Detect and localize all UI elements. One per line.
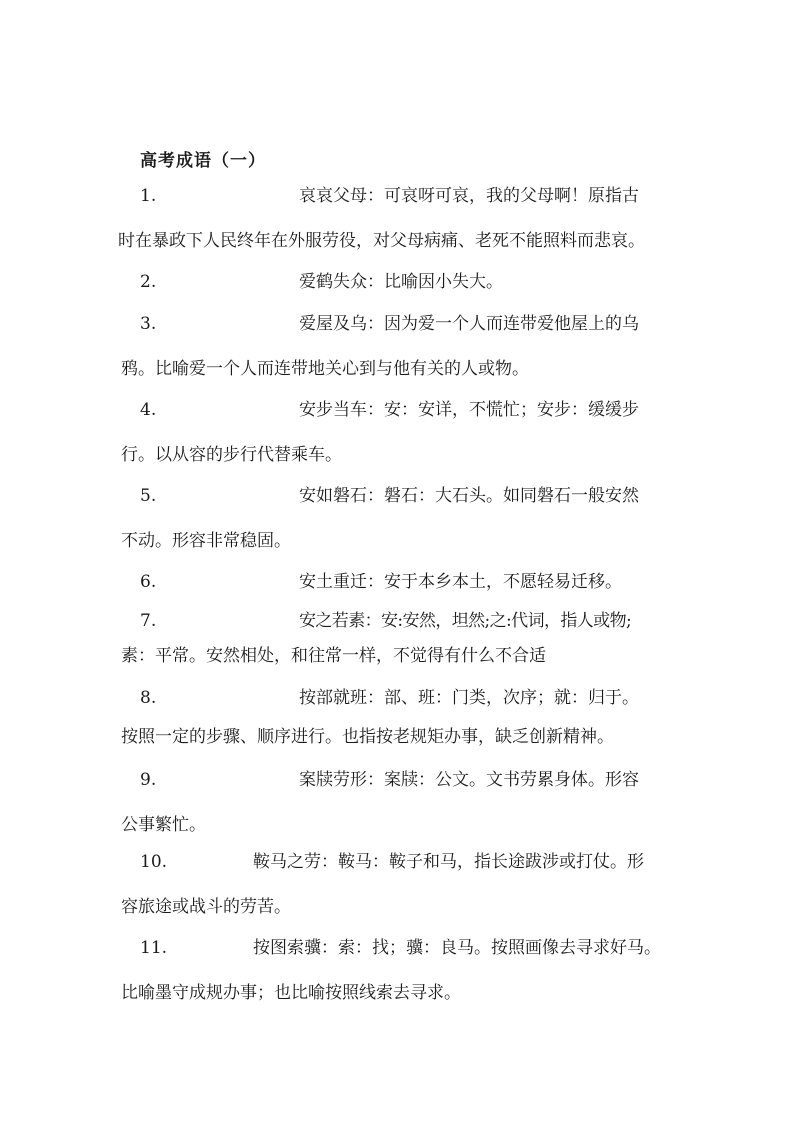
- idiom-entry-11: [121, 926, 681, 1016]
- entry-number: 11.: [140, 938, 168, 958]
- document-title: 高考成语（一）: [140, 151, 266, 171]
- entry-number: 4.: [140, 400, 157, 420]
- idiom-entry-7: [121, 599, 681, 679]
- entry-text-line1: 安土重迁：安于本乡本土，不愿轻易迁移。: [299, 572, 622, 592]
- idiom-entry-10: [121, 840, 681, 930]
- entry-text-line2: 容旅途或战斗的劳苦。: [121, 897, 291, 917]
- entry-text-line2: 比喻墨守成规办事；也比喻按照线索去寻求。: [121, 983, 461, 1003]
- idiom-entry-4: [121, 388, 681, 478]
- entry-number: 9.: [140, 770, 157, 790]
- entry-text-line1: 安如磐石：磐石：大石头。如同磐石一般安然: [299, 486, 639, 506]
- idiom-entry-1: [118, 174, 681, 264]
- entry-text-line2: 公事繁忙。: [121, 815, 206, 835]
- entry-text-line2: 不动。形容非常稳固。: [121, 531, 291, 551]
- idiom-entry-3: [121, 302, 681, 392]
- idiom-entry-8: [121, 676, 681, 760]
- idiom-entry-2: [121, 260, 681, 305]
- entry-number: 8.: [140, 688, 157, 708]
- entry-text-line1: 按图索骥：索：找；骥：良马。按照画像去寻求好马。: [253, 938, 661, 958]
- entry-text-line2: 时在暴政下人民终年在外服劳役，对父母病痛、老死不能照料而悲哀。: [118, 231, 645, 251]
- entry-text-line1: 案牍劳形：案牍：公文。文书劳累身体。形容: [299, 770, 639, 790]
- entry-text-line1: 爱屋及乌：因为爱一个人而连带爱他屋上的乌: [299, 314, 639, 334]
- entry-text-line1: 安之若素：安:安然，坦然;之:代词，指人或物;: [299, 611, 632, 631]
- entry-text-line2: 按照一定的步骤、顺序进行。也指按老规矩办事，缺乏创新精神。: [121, 727, 614, 747]
- entry-number: 10.: [140, 852, 168, 872]
- idiom-entry-9: [121, 758, 681, 848]
- entry-text-line2: 鸦。比喻爱一个人而连带地关心到与他有关的人或物。: [121, 359, 529, 379]
- entry-number: 6.: [140, 572, 157, 592]
- entry-number: 5.: [140, 486, 157, 506]
- entry-number: 7.: [140, 611, 157, 631]
- entry-text-line1: 安步当车：安：安详，不慌忙；安步：缓缓步: [299, 400, 639, 420]
- entry-text-line1: 按部就班：部、班：门类，次序；就：归于。: [299, 688, 639, 708]
- idiom-entry-5: [121, 474, 681, 564]
- entry-text-line1: 爱鹤失众：比喻因小失大。: [299, 272, 503, 292]
- entry-text-line2: 素：平常。安然相处，和往常一样，不觉得有什么不合适: [121, 646, 546, 666]
- entry-text-line1: 鞍马之劳：鞍马：鞍子和马，指长途跋涉或打仗。形: [253, 852, 644, 872]
- entry-number: 1.: [140, 186, 157, 206]
- entry-number: 2.: [140, 272, 157, 292]
- entry-text-line1: 哀哀父母：可哀呀可哀，我的父母啊！原指古: [299, 186, 639, 206]
- entry-text-line2: 行。以从容的步行代替乘车。: [121, 445, 342, 465]
- entry-number: 3.: [140, 314, 157, 334]
